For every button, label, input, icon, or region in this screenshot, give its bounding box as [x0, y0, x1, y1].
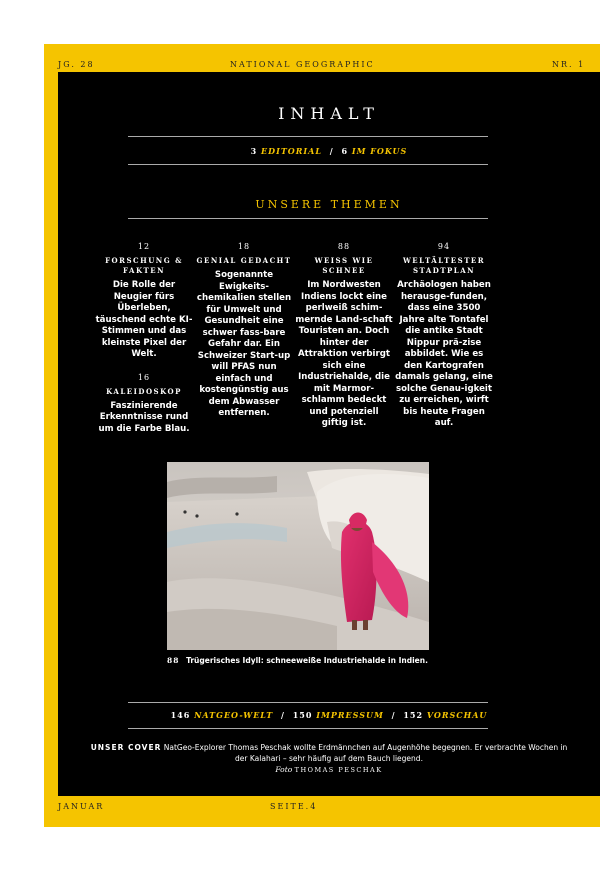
- article-teaser: Faszinierende Erkenntnisse rund um die Farbe Blau.: [98, 400, 190, 434]
- article-heading: GENIAL GEDACHT: [196, 256, 292, 265]
- page-label: SEITE.4: [270, 802, 318, 811]
- article-column[interactable]: [295, 242, 393, 430]
- link-im-fokus[interactable]: IM FOKUS: [351, 146, 408, 156]
- article-column[interactable]: [195, 242, 293, 420]
- link-page-num: 150: [292, 710, 313, 720]
- cover-text: NatGeo-Explorer Thomas Peschak wollte Erdmännchen auf Augenhöhe begegnen. Er verbrachte Wochen in der Kalahari – sehr häufig auf dem Bauch liegend.: [163, 743, 568, 763]
- photo-caption: [167, 656, 467, 665]
- article-teaser: Archäologen haben herausge-funden, dass eine 3500 Jahre alte Tontafel die antike Stadt Nippur prä-zise abbildet. Wie es den Kartografen damals gelang, eine solche Genau-igkeit zu erreichen, wirft bis heute Fragen auf.: [395, 280, 493, 428]
- month-label: JANUAR: [58, 802, 105, 811]
- divider: [128, 702, 488, 703]
- link-page-num: 3: [250, 146, 258, 156]
- volume-label: JG. 28: [58, 60, 95, 69]
- article-teaser: Sogenannte Ewigkeits-chemikalien stellen für Umwelt und Gesundheit eine schwer fass-bare Gefahr dar. Ein Schweizer Start-up will PFAS nun einfach und kostengünstig aus dem Abwasser entfernen.: [196, 270, 292, 418]
- article-column[interactable]: [95, 242, 193, 435]
- section-title: UNSERE THEMEN: [255, 198, 403, 211]
- caption-page-num: 88: [167, 656, 180, 665]
- link-editorial[interactable]: EDITORIAL: [261, 146, 322, 156]
- link-vorschau[interactable]: VORSCHAU: [426, 710, 488, 720]
- divider: [128, 136, 488, 137]
- article-heading: KALEIDOSKOP: [106, 386, 182, 396]
- article-page-num: 12: [137, 242, 151, 251]
- cover-label: UNSER COVER: [90, 743, 162, 752]
- issue-label: NR. 1: [552, 60, 586, 69]
- link-page-num: 6: [341, 146, 349, 156]
- article-teaser: Im Nordwesten Indiens lockt eine perlweiß schim-mernde Land-schaft Touristen an. Doch hinter der Attraktion verbirgt sich eine Industriehalde, die mit Marmor-schlamm bedeckt und potenziell giftig ist.: [295, 280, 393, 428]
- photo-credit-label: Foto: [275, 765, 293, 774]
- article-page-num: 88: [337, 242, 351, 251]
- article-heading: FORSCHUNG & FAKTEN: [105, 256, 183, 275]
- divider: [128, 218, 488, 219]
- article-page-num: 18: [237, 242, 251, 251]
- link-page-num: 152: [403, 710, 424, 720]
- caption-text: Trügerisches Idyll: schneeweiße Industriehalde in Indien.: [186, 656, 428, 665]
- top-links: 3 EDITORIAL / 6 IM FOKUS: [250, 146, 408, 156]
- photo-illustration: [167, 462, 429, 650]
- page-title: INHALT: [278, 104, 380, 123]
- link-impressum[interactable]: IMPRESSUM: [316, 710, 384, 720]
- contents-panel: [58, 72, 600, 796]
- link-page-num: 146: [170, 710, 191, 720]
- article-page-num: 16: [137, 372, 151, 382]
- article-column[interactable]: [395, 242, 493, 430]
- magazine-name: NATIONAL GEOGRAPHIC: [230, 60, 375, 69]
- article-heading: WEISS WIE SCHNEE: [314, 256, 374, 275]
- footer-bar: [44, 800, 600, 814]
- article-teaser: Die Rolle der Neugier fürs Überleben, täuschend echte KI-Stimmen und das kleinste Pixel der Welt.: [95, 280, 193, 359]
- divider: [128, 728, 488, 729]
- article-page-num: 94: [437, 242, 451, 251]
- bottom-links: 146 NATGEO-WELT / 150 IMPRESSUM / 152 VORSCHAU: [170, 710, 488, 720]
- link-natgeo-welt[interactable]: NATGEO-WELT: [194, 710, 274, 720]
- divider: [128, 164, 488, 165]
- cover-note: [88, 742, 570, 776]
- article-heading: WELTÄLTESTER STADTPLAN: [402, 256, 486, 275]
- feature-photo[interactable]: [167, 462, 429, 650]
- header-bar: [44, 58, 600, 72]
- photo-credit-name: THOMAS PESCHAK: [294, 766, 383, 774]
